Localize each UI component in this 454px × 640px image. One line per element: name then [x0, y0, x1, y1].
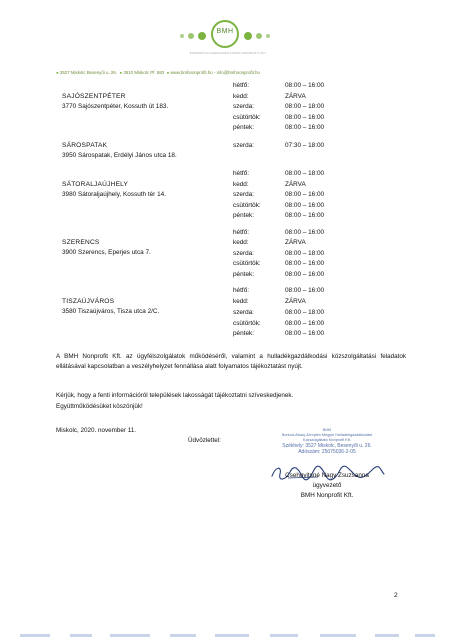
schedule-day: hétfő: [233, 82, 249, 89]
schedule-hours: 08:00 – 18:00 [285, 250, 325, 257]
schedule-day: kedd: [233, 93, 249, 100]
company-stamp [262, 428, 392, 455]
schedule-day: szerda: [233, 191, 254, 198]
mailbox-icon: ● [119, 70, 123, 75]
schedule-hours: 07:30 – 18:00 [285, 142, 325, 149]
place-date: Miskolc, 2020. november 11. [56, 427, 137, 434]
office-address: 3580 Tiszaújváros, Tisza utca 2/C. [62, 308, 160, 315]
stamp-line: Borsod-Abaúj-Zemplén Megyei Hulladékgazdálkodási [281, 433, 373, 437]
schedule-day: hétfő: [233, 170, 249, 177]
schedule-hours: 08:00 – 16:00 [285, 191, 325, 198]
office-name: SÁROSPATAK [62, 142, 108, 149]
office-address: 3950 Sárospatak, Erdélyi János utca 18. [62, 152, 177, 159]
office-address: 3900 Szerencs, Eperjes utca 7. [62, 249, 151, 256]
schedule-hours: 08:00 – 18:00 [285, 103, 325, 110]
stamp-line: Székhely: 3527 Miskolc, Besenyői u. 26. [282, 443, 372, 449]
schedule-day: szerda: [233, 309, 254, 316]
schedule-hours: 08:00 – 16:00 [285, 260, 325, 267]
schedule-day: péntek: [233, 124, 254, 131]
contact-address: 3527 Miskolc Besenyői u. 26. [59, 70, 118, 75]
schedule-hours: ZÁRVA [285, 239, 306, 246]
schedule-hours: 08:00 – 16:00 [285, 212, 325, 219]
schedule-hours: 08:00 – 16:00 [285, 82, 325, 89]
request-line: Kérjük, hogy a fenti információról települések lakosságát tájékoztatni szíveskedjenek. [56, 392, 294, 399]
stamp-line: Közszolgáltató Nonprofit Kft. [303, 438, 351, 442]
schedule-day: csütörtök: [233, 114, 261, 121]
schedule-day: péntek: [233, 212, 254, 219]
office-name: SZERENCS [62, 239, 100, 246]
schedule-day: hétfő: [233, 229, 249, 236]
office-name: TISZAÚJVÁROS [62, 298, 115, 305]
schedule-day: kedd: [233, 298, 249, 305]
schedule-hours: 08:00 – 16:00 [285, 320, 325, 327]
info-paragraph: A BMH Nonprofit Kft. az ügyfélszolgálatok működéséről, valamint a hulladékgazdálkodási közszolgáltatási feladatok ellátásával kapcsolatban a veszélyhelyzet fennállása alatt folyamatos tájékoztatást nyújt. [56, 353, 406, 370]
location-icon: ● [56, 70, 59, 75]
stamp-line: Adószám: 25075036-2-05 [298, 449, 356, 455]
schedule-hours: ZÁRVA [285, 298, 306, 305]
signer-name: Csehovitsné Nagy Zsuzsanna [285, 472, 369, 479]
contact-website[interactable]: www.bmhnonprofit.hu [170, 70, 213, 75]
contact-po-box: 3510 Miskolc Pf. 583 [123, 70, 165, 75]
schedule-day: péntek: [233, 330, 254, 337]
schedule-day: kedd: [233, 181, 249, 188]
schedule-day: csütörtök: [233, 320, 261, 327]
stamp-line: BMH [322, 428, 332, 432]
scan-edge-artifact [0, 630, 454, 640]
logo-subtitle: BORSODHULLADÉKGAZDÁLKODÁSI NONPROFIT KFT [189, 52, 267, 55]
web-icon: ● [166, 70, 170, 75]
schedule-day: csütörtök: [233, 260, 261, 267]
greeting: Üdvözlettel: [188, 437, 221, 444]
bmh-logo [178, 18, 278, 54]
schedule-hours: 08:00 – 18:00 [285, 170, 325, 177]
schedule-day: szerda: [233, 250, 254, 257]
schedule-hours: 08:00 – 16:00 [285, 229, 325, 236]
schedule-hours: 08:00 – 18:00 [285, 309, 325, 316]
signer-company: BMH Nonprofit Kft. [300, 492, 354, 499]
office-name: SÁTORALJAÚJHELY [62, 181, 129, 188]
contact-email[interactable]: info@bmhnonprofit.hu [216, 70, 260, 75]
schedule-hours: ZÁRVA [285, 93, 306, 100]
schedule-hours: 08:00 – 16:00 [285, 124, 325, 131]
schedule-hours: 08:00 – 16:00 [285, 271, 325, 278]
office-address: 3980 Sátoraljaújhely, Kossuth tér 14. [62, 191, 166, 198]
schedule-hours: 08:00 – 16:00 [285, 202, 325, 209]
thanks-line: Együttműködésüket köszönjük! [56, 403, 143, 410]
schedule-hours: 08:00 – 16:00 [285, 287, 325, 294]
logo-text: BMH [216, 28, 234, 35]
schedule-day: csütörtök: [233, 202, 261, 209]
schedule-day: kedd: [233, 239, 249, 246]
schedule-day: hétfő: [233, 287, 249, 294]
schedule-day: péntek: [233, 271, 254, 278]
schedule-hours: 08:00 – 16:00 [285, 114, 325, 121]
schedule-day: szerda: [233, 103, 254, 110]
office-address: 3770 Sajószentpéter, Kossuth út 183. [62, 103, 169, 110]
page-number: 2 [394, 592, 398, 599]
office-name: SAJÓSZENTPÉTER [62, 93, 126, 100]
schedule-hours: 08:00 – 16:00 [285, 330, 325, 337]
schedule-day: szerda: [233, 142, 254, 149]
schedule-hours: ZÁRVA [285, 181, 306, 188]
signer-title: ügyvezető [312, 482, 342, 489]
contact-line: ● 3527 Miskolc Besenyői u. 26. ● 3510 Miskolc Pf. 583 ● www.bmhnonprofit.hu - info@bmhnonprofit.hu [56, 70, 260, 75]
